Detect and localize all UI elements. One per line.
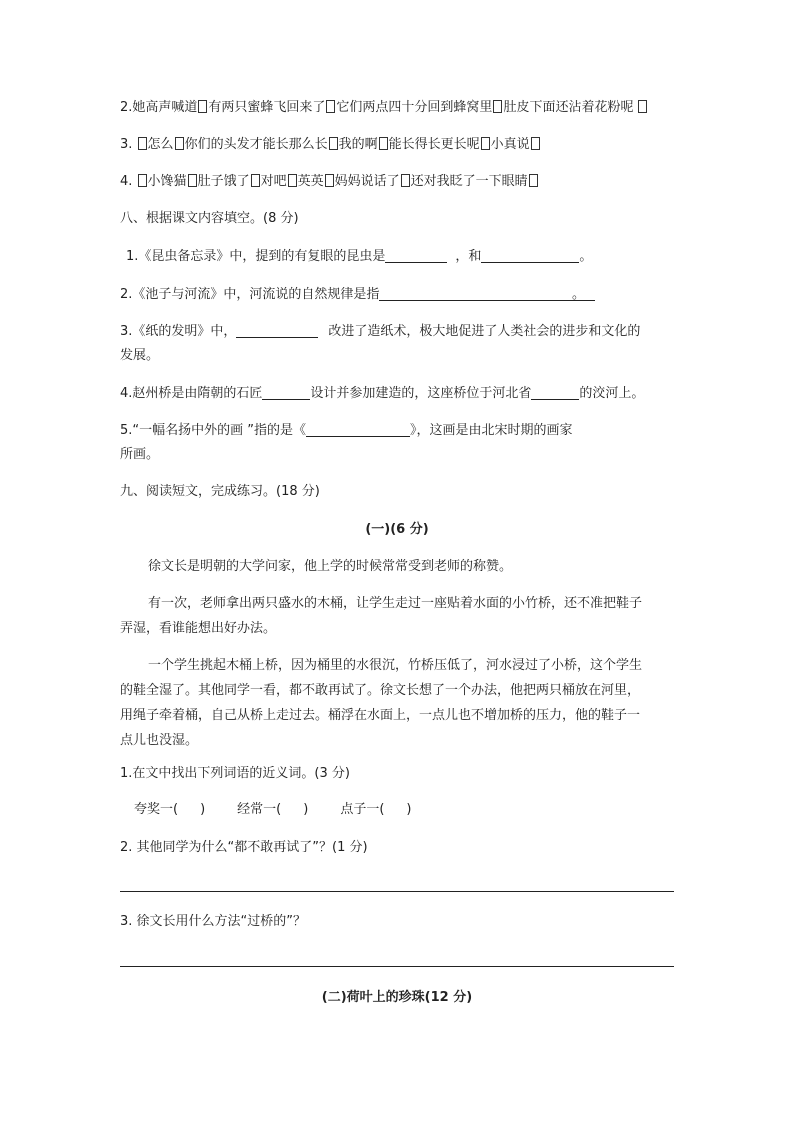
passage-paragraph-2-line-1: 有一次，老师拿出两只盛水的木桶，让学生走过一座贴着水面的小竹桥，还不准把鞋子 <box>148 596 643 611</box>
fill-question-3 <box>120 322 640 342</box>
answer-blank[interactable] <box>236 323 318 338</box>
segment: 2.她高声喊道 <box>120 100 198 115</box>
reading-question-1: 1.在文中找出下列词语的近义词。(3 分) <box>120 766 350 781</box>
answer-blank[interactable] <box>481 248 579 263</box>
segment: 肚子饿了 <box>197 174 250 189</box>
question-text: 。 <box>572 287 586 302</box>
segment: 我的啊 <box>338 137 378 152</box>
segment: 4. <box>120 174 137 189</box>
section-8-heading: 八、根据课文内容填空。(8 分) <box>120 211 299 226</box>
punctuation-row-4 <box>120 172 539 192</box>
synonym-close: ) <box>406 802 412 817</box>
passage-paragraph-2-line-2: 弄湿，看谁能想出好办法。 <box>120 621 277 636</box>
answer-blank[interactable] <box>379 286 595 301</box>
fill-question-5 <box>120 421 573 441</box>
answer-box[interactable] <box>288 174 297 187</box>
synonym-prompt: 夸奖一( <box>134 802 179 817</box>
question-text: 所画。 <box>120 447 160 462</box>
answer-box[interactable] <box>175 137 184 150</box>
question-text: 》，这画是由北宋时期的画家 <box>410 423 573 438</box>
fill-question-4 <box>120 384 644 404</box>
answer-box[interactable] <box>138 137 147 150</box>
question-text: 1.《昆虫备忘录》中，提到的有复眼的昆虫是 <box>126 249 386 264</box>
passage-paragraph-3-line-4: 点儿也没湿。 <box>120 733 199 748</box>
question-text: 发展。 <box>120 348 160 363</box>
segment: 对吧 <box>260 174 287 189</box>
answer-box[interactable] <box>329 137 338 150</box>
segment: 英英 <box>297 174 324 189</box>
segment: 能长得长更长呢 <box>388 137 480 152</box>
answer-box[interactable] <box>529 174 538 187</box>
question-text: 5.“一幅名扬中外的画 ”指的是《 <box>120 423 307 438</box>
passage-paragraph-3-line-3: 用绳子牵着桶，自己从桥上走过去。桶浮在水面上，一点儿也不增加桥的压力，他的鞋子一 <box>120 708 641 723</box>
answer-box[interactable] <box>325 174 334 187</box>
fill-question-1 <box>126 247 592 267</box>
segment: 小馋猫 <box>147 174 187 189</box>
answer-blank[interactable] <box>306 422 410 437</box>
question-text: 3.《纸的发明》中， <box>120 324 237 339</box>
reading-question-3: 3. 徐文长用什么方法“过桥的”？ <box>120 914 307 929</box>
segment: 怎么 <box>147 137 174 152</box>
segment: 你们的头发才能长那么长 <box>184 137 328 152</box>
passage-paragraph-1: 徐文长是明朝的大学问家，他上学的时候常常受到老师的称赞。 <box>148 559 513 574</box>
question-text: 4.赵州桥是由隋朝的石匠 <box>120 386 263 401</box>
punctuation-row-2 <box>120 98 648 118</box>
passage-paragraph-3-line-1: 一个学生挑起木桶上桥，因为桶里的水很沉，竹桥压低了，河水浸过了小桥，这个学生 <box>148 658 643 673</box>
question-text: 的洨河上。 <box>579 386 645 401</box>
question-text: 改进了造纸术，极大地促进了人类社会的进步和文化的 <box>328 324 641 339</box>
segment: 妈妈说话了 <box>334 174 400 189</box>
answer-box[interactable] <box>531 137 540 150</box>
answer-blank[interactable] <box>262 385 310 400</box>
passage-1-title: (一)(6 分) <box>365 522 429 537</box>
answer-box[interactable] <box>188 174 197 187</box>
answer-box[interactable] <box>638 100 647 113</box>
synonym-prompt: 经常一( <box>237 802 282 817</box>
question-text: 。 <box>579 249 593 264</box>
answer-box[interactable] <box>326 100 335 113</box>
passage-paragraph-3-line-2: 的鞋全湿了。其他同学一看，都不敢再试了。徐文长想了一个办法，他把两只桶放在河里， <box>120 683 641 698</box>
answer-box[interactable] <box>481 137 490 150</box>
answer-box[interactable] <box>198 100 207 113</box>
answer-line[interactable] <box>120 891 674 892</box>
section-9-heading: 九、阅读短文，完成练习。(18 分) <box>120 484 320 499</box>
segment: 它们两点四十分回到蜂窝里 <box>336 100 493 115</box>
answer-blank[interactable] <box>531 385 579 400</box>
passage-2-title: (二)荷叶上的珍珠(12 分) <box>321 990 473 1005</box>
fill-question-2 <box>120 285 595 305</box>
question-text: 设计并参加建造的，这座桥位于河北省 <box>310 386 532 401</box>
answer-box[interactable] <box>493 100 502 113</box>
segment: 小真说 <box>490 137 530 152</box>
synonym-close: ) <box>303 802 309 817</box>
answer-blank[interactable] <box>385 248 447 263</box>
segment: 3. <box>120 137 137 152</box>
question-text: 2.《池子与河流》中，河流说的自然规律是指 <box>120 287 380 302</box>
segment: 有两只蜜蜂飞回来了 <box>208 100 326 115</box>
segment: 肚皮下面还沾着花粉呢 <box>503 100 634 115</box>
synonym-prompt: 点子一( <box>340 802 385 817</box>
question-text: ，和 <box>455 249 482 264</box>
answer-box[interactable] <box>138 174 147 187</box>
punctuation-row-3 <box>120 135 541 155</box>
answer-box[interactable] <box>251 174 260 187</box>
synonym-close: ) <box>200 802 206 817</box>
reading-question-2: 2. 其他同学为什么“都不敢再试了”？(1 分) <box>120 840 368 855</box>
answer-box[interactable] <box>401 174 410 187</box>
segment: 还对我眨了一下眼睛 <box>410 174 528 189</box>
answer-box[interactable] <box>379 137 388 150</box>
answer-line[interactable] <box>120 966 674 967</box>
synonym-row <box>134 800 411 820</box>
